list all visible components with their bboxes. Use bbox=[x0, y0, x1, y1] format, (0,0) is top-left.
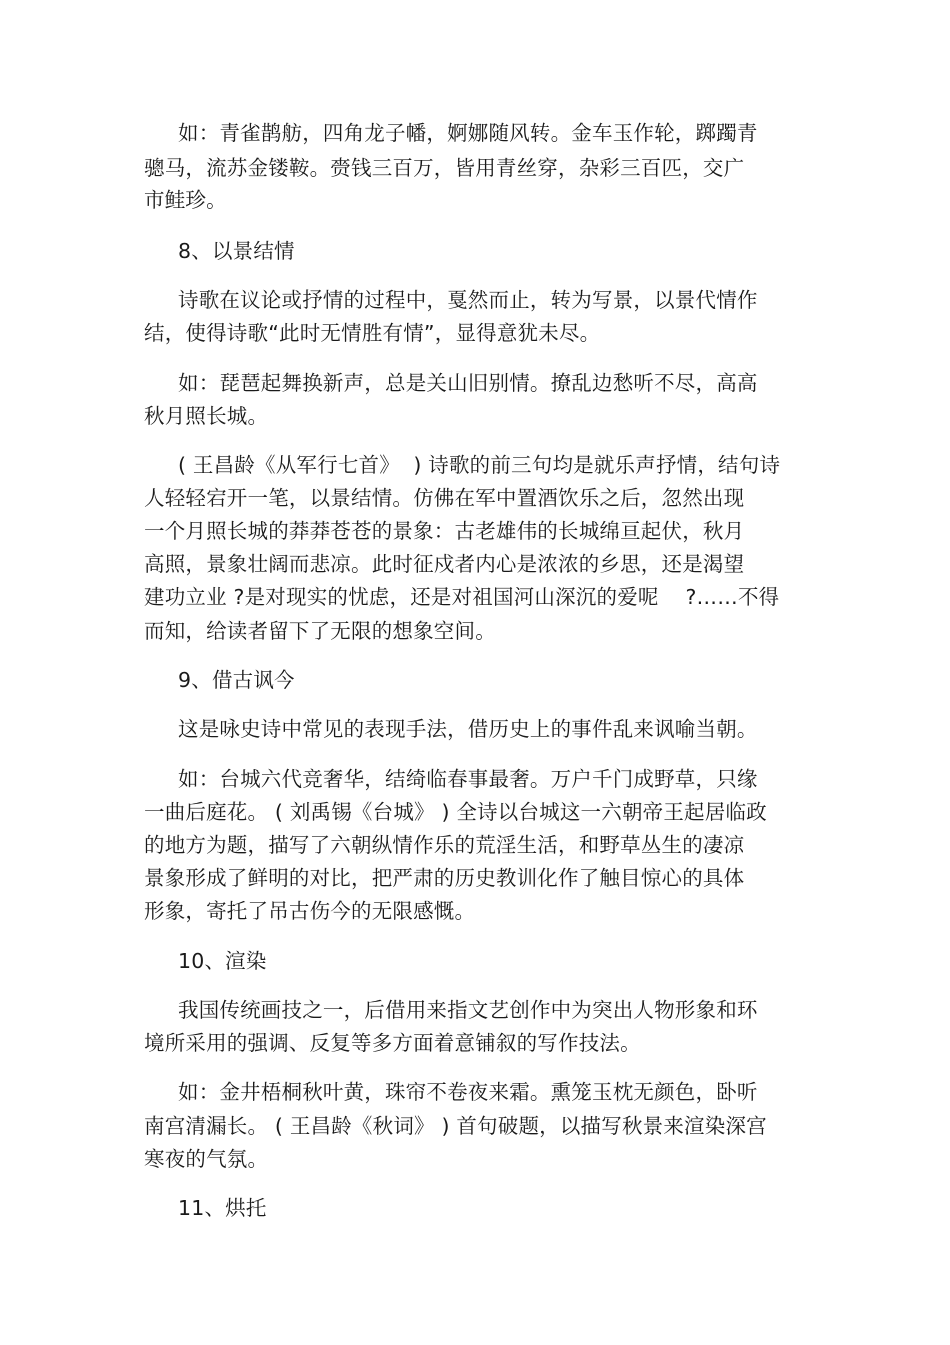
text-line: 如：台城六代竞奢华，结绮临春事最奢。万户千门成野草，只缘 bbox=[178, 767, 758, 791]
text-line: 诗歌在议论或抒情的过程中，戛然而止，转为写景，以景代情作 bbox=[178, 288, 758, 312]
text-line: 形象，寄托了吊古伤今的无限感慨。 bbox=[144, 899, 476, 923]
text-line: 人轻轻宕开一笔，以景结情。仿佛在军中置酒饮乐之后，忽然出现 bbox=[144, 486, 745, 510]
text-line: 一个月照长城的莽莽苍苍的景象：古老雄伟的长城绵亘起伏，秋月 bbox=[144, 519, 745, 543]
text-line: 如：金井梧桐秋叶黄，珠帘不卷夜来霜。熏笼玉枕无颜色，卧听 bbox=[178, 1080, 758, 1104]
text-line: 结，使得诗歌“此时无情胜有情”，显得意犹未尽。 bbox=[144, 321, 601, 345]
text-line: 而知，给读者留下了无限的想象空间。 bbox=[144, 619, 496, 643]
text-line: 骢马，流苏金镂鞍。赍钱三百万，皆用青丝穿，杂彩三百匹，交广 bbox=[144, 156, 745, 180]
text-line: 的地方为题，描写了六朝纵情作乐的荒淫生活，和野草丛生的凄凉 bbox=[144, 833, 745, 857]
heading-text: 10、渲染 bbox=[178, 949, 267, 973]
heading-text: 8、以景结情 bbox=[178, 239, 295, 263]
text-line: 景象形成了鲜明的对比，把严肃的历史教训化作了触目惊心的具体 bbox=[144, 866, 745, 890]
text-line: 高照，景象壮阔而悲凉。此时征戍者内心是浓浓的乡思，还是渴望 bbox=[144, 552, 745, 576]
heading-text: 9、借古讽今 bbox=[178, 668, 295, 692]
text-line: ( 王昌龄《从军行七首》 ) 诗歌的前三句均是就乐声抒情，结句诗 bbox=[178, 453, 781, 477]
heading-text: 11、烘托 bbox=[178, 1196, 267, 1220]
text-line: 建功立业 ?是对现实的忧虑，还是对祖国河山深沉的爱呢 ?……不得 bbox=[144, 585, 780, 609]
text-line: 南宫清漏长。 ( 王昌龄《秋词》 ) 首句破题，以描写秋景来渲染深宫 bbox=[144, 1114, 767, 1138]
text-line: 寒夜的气氛。 bbox=[144, 1147, 269, 1171]
text-line: 秋月照长城。 bbox=[144, 404, 269, 428]
text-line: 如：琵琶起舞换新声，总是关山旧别情。撩乱边愁听不尽，高高 bbox=[178, 371, 758, 395]
text-line: 我国传统画技之一，后借用来指文艺创作中为突出人物形象和环 bbox=[178, 998, 758, 1022]
text-line: 一曲后庭花。 ( 刘禹锡《台城》 ) 全诗以台城这一六朝帝王起居临政 bbox=[144, 800, 767, 824]
text-line: 这是咏史诗中常见的表现手法，借历史上的事件乱来讽喻当朝。 bbox=[178, 717, 758, 741]
text-line: 如：青雀鹊舫，四角龙子幡，婀娜随风转。金车玉作轮，踯躅青 bbox=[178, 121, 758, 145]
text-line: 境所采用的强调、反复等多方面着意铺叙的写作技法。 bbox=[144, 1031, 641, 1055]
text-line: 市鲑珍。 bbox=[144, 188, 227, 212]
